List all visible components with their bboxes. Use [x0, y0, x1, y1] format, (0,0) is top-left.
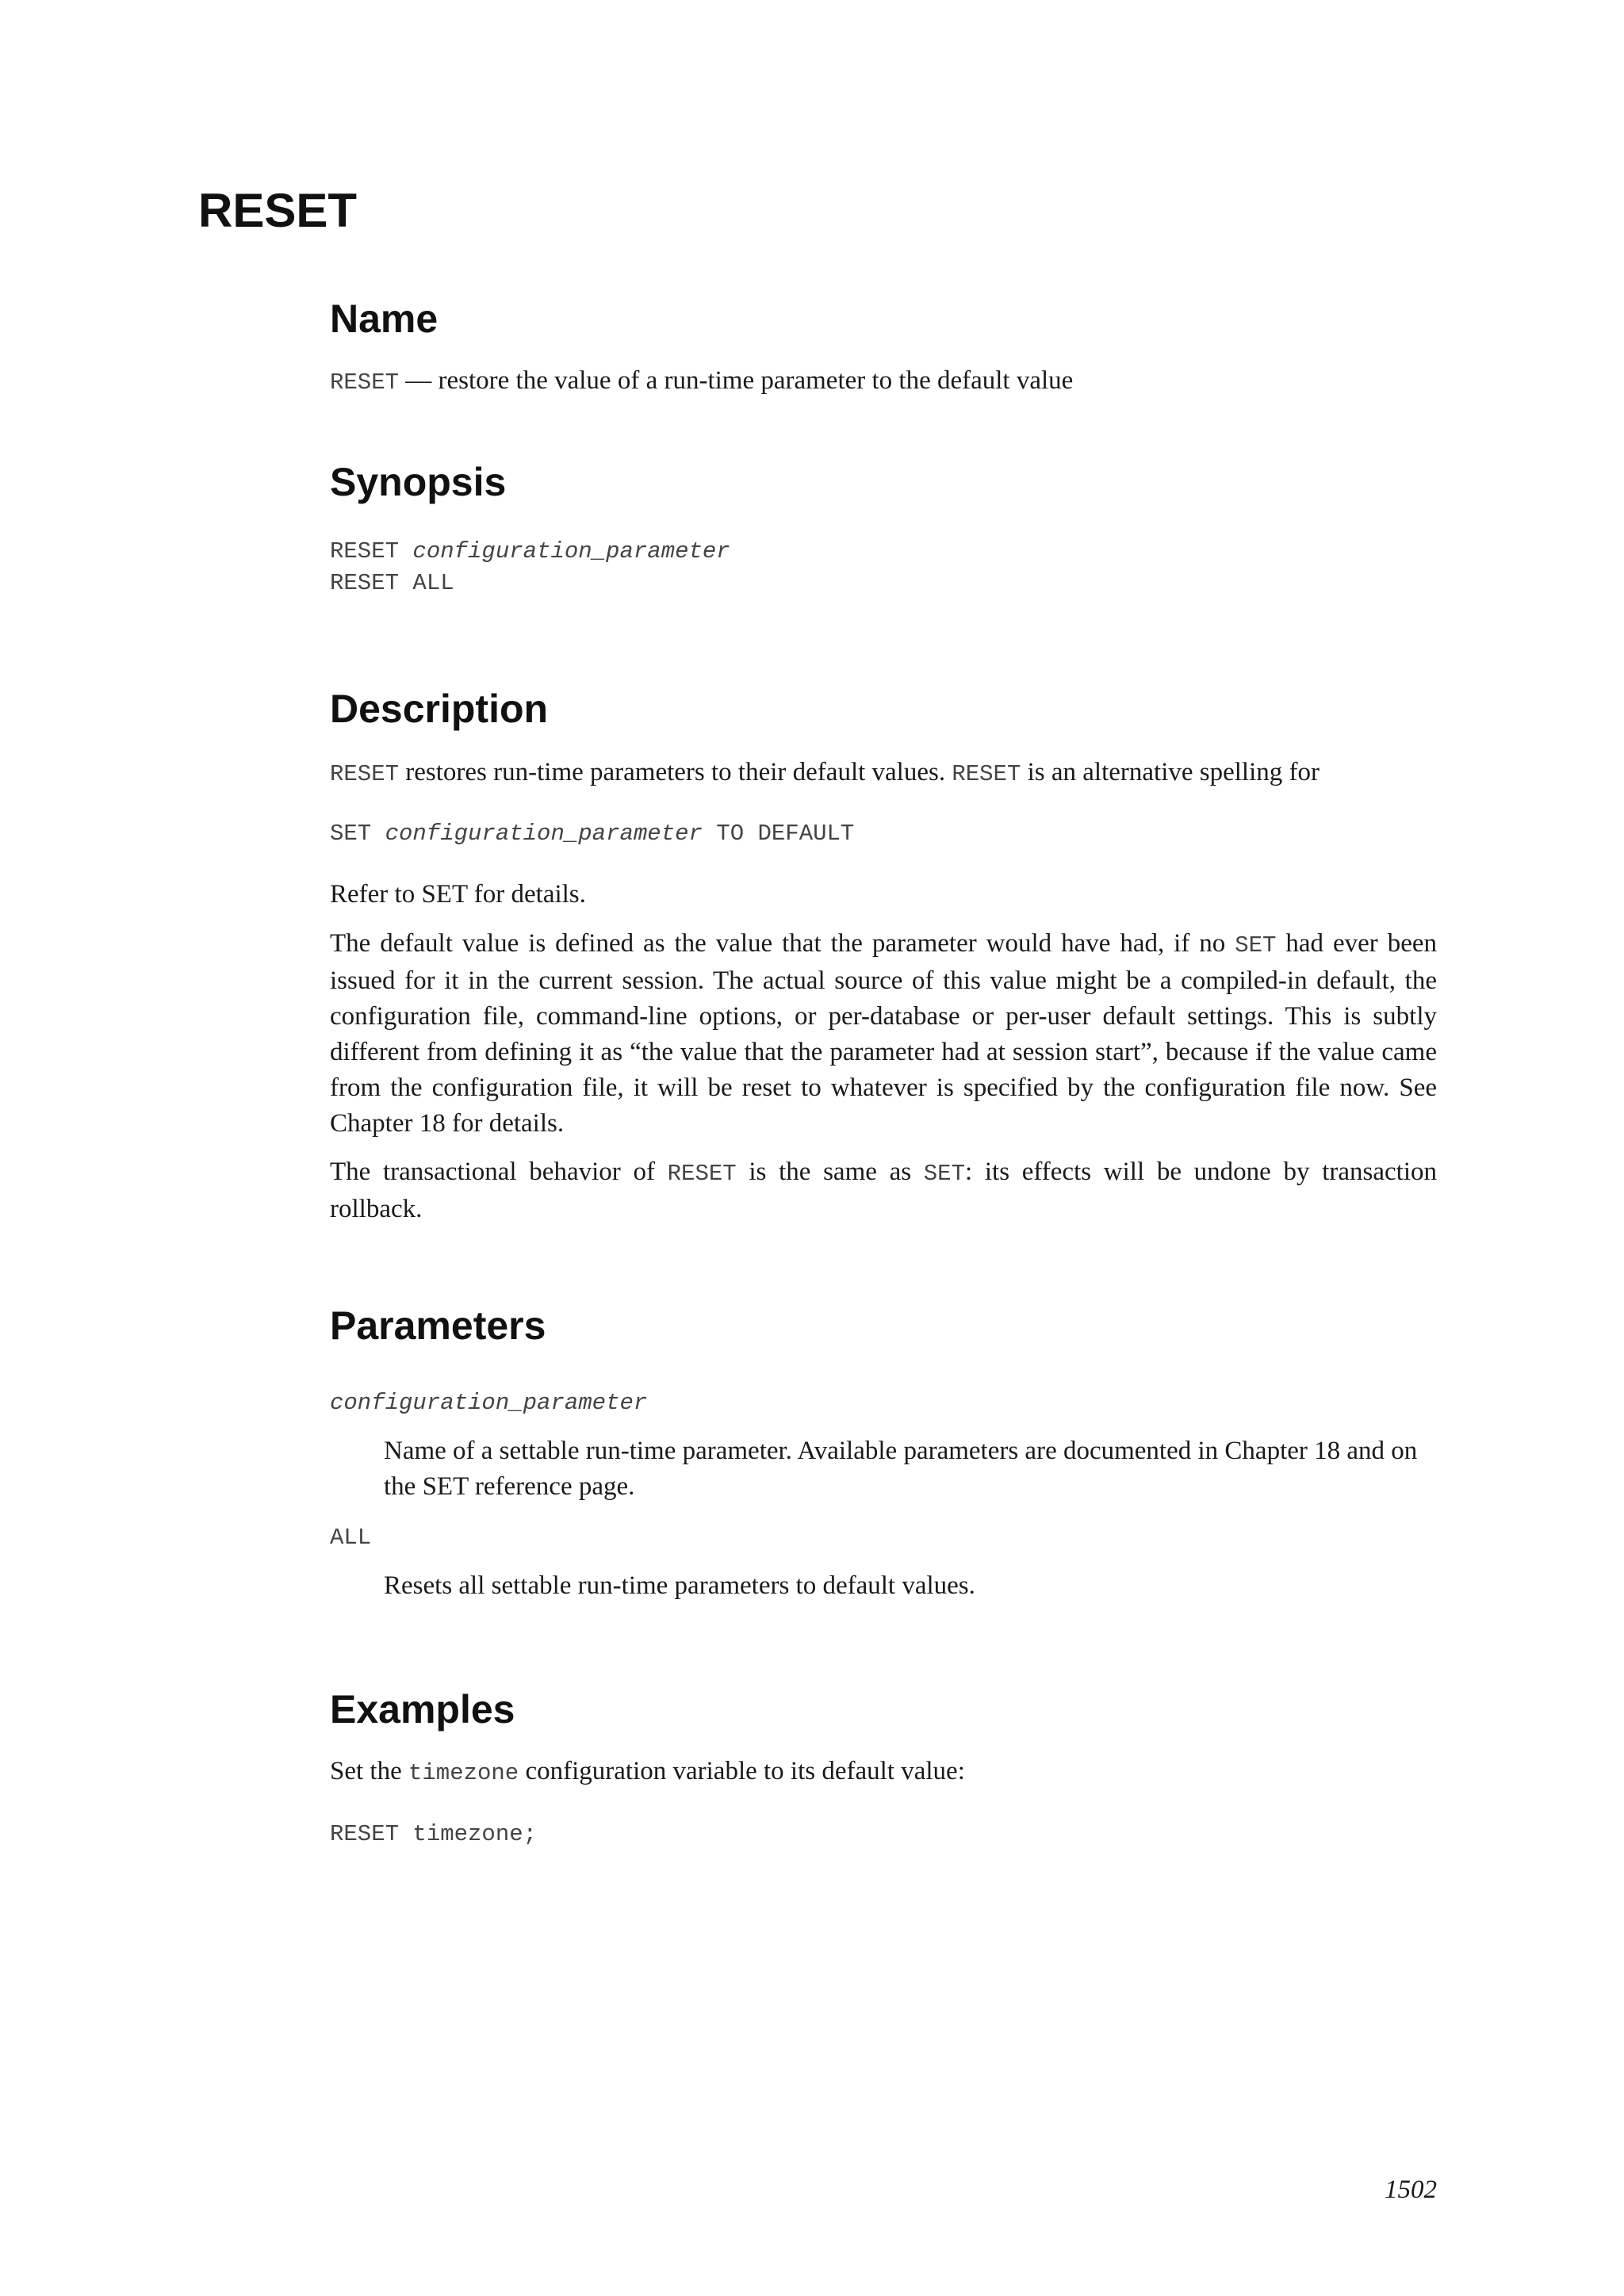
code-suffix: TO DEFAULT [702, 821, 855, 847]
examples-code: RESET timezone; [330, 1821, 538, 1847]
description-paragraph-2: Refer to SET for details. [330, 880, 586, 909]
name-command: RESET [330, 369, 400, 396]
parameter-description: Name of a settable run-time parameter. Available parameters are documented in Chapter 18 and on the SET reference page. [384, 1437, 1418, 1501]
description-paragraph-4 [330, 1154, 1437, 1227]
description-cmd-reset-3: RESET [667, 1161, 737, 1187]
synopsis-heading: Synopsis [330, 460, 507, 504]
parameter-description: Resets all settable run-time parameters to default values. [384, 1571, 975, 1600]
examples-text: Set the [330, 1757, 408, 1785]
synopsis-line-1 [330, 536, 730, 568]
parameters-heading: Parameters [330, 1303, 546, 1348]
description-heading: Description [330, 687, 549, 731]
description-cmd-reset: RESET [330, 761, 400, 787]
page-number: 1502 [1385, 2175, 1437, 2204]
synopsis-keyword: RESET [330, 538, 413, 564]
examples-text: configuration variable to its default value: [519, 1757, 965, 1785]
examples-heading: Examples [330, 1687, 515, 1732]
name-summary [330, 363, 1437, 400]
description-text: : its effects will be undone by transaction rollback. [330, 1158, 1437, 1223]
name-heading: Name [330, 297, 439, 341]
examples-code-inline: timezone [408, 1760, 519, 1786]
code-keyword: SET [330, 821, 385, 847]
description-code [330, 818, 854, 850]
description-text: had ever been issued for it in the current session. The actual source of this value might be a compiled-in default, the configuration file, command-line options, or per-database or per-user default settings. This is subtly different from defining it as “the value that the parameter had at session start”, because if the value came from the configuration file, it will be reset to whatever is specified by the configuration file now. See Chapter 18 for details. [330, 929, 1437, 1138]
description-paragraph-1 [330, 755, 1437, 792]
description-text: restores run-time parameters to their default values. [399, 758, 952, 786]
code-parameter: configuration_parameter [385, 821, 703, 847]
description-paragraph-3 [330, 926, 1437, 1142]
description-text: is an alternative spelling for [1021, 758, 1320, 786]
description-text: The default value is defined as the value that the parameter would have had, if no [330, 929, 1235, 958]
page-title: RESET [198, 184, 358, 237]
examples-intro [330, 1754, 1437, 1791]
description-cmd-set: SET [1235, 932, 1277, 959]
description-cmd-set-2: SET [923, 1161, 965, 1187]
description-text: is the same as [736, 1158, 924, 1186]
name-summary-text: — restore the value of a run-time parameter to the default value [399, 366, 1074, 395]
synopsis-line-2: RESET ALL [330, 570, 454, 596]
parameter-term: configuration_parameter [330, 1390, 648, 1416]
description-text: The transactional behavior of [330, 1158, 668, 1186]
description-cmd-reset-2: RESET [952, 761, 1021, 787]
synopsis-parameter: configuration_parameter [412, 538, 730, 564]
parameter-term: ALL [330, 1525, 372, 1551]
